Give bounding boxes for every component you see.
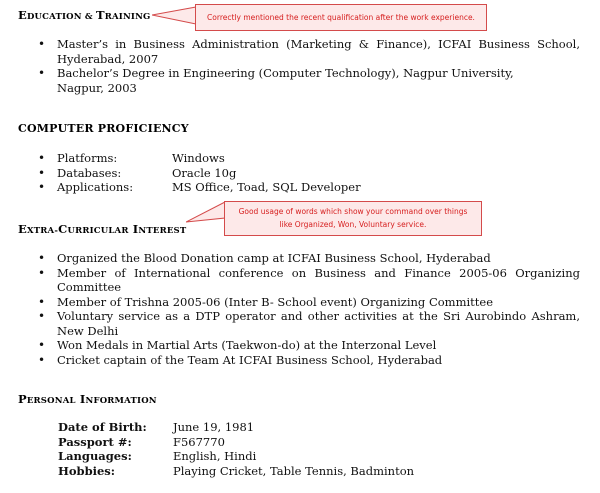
passport-value: F567770 (173, 434, 225, 449)
personal-info-table (58, 420, 414, 478)
personal-row-passport (58, 435, 414, 450)
personal-heading: PERSONAL INFORMATION (18, 392, 157, 406)
education-item-2-line2: Nagpur, 2003 (57, 80, 137, 95)
list-item: • Member of Trishna 2005-06 (Inter B- School event) Organizing Committee (35, 295, 580, 310)
education-item-1-line2: Hyderabad, 2007 (57, 51, 159, 66)
hobbies-value: Playing Cricket, Table Tennis, Badminton (173, 463, 415, 478)
comment-education-text: Correctly mentioned the recent qualification after the work experience. (207, 13, 475, 22)
computer-list (35, 151, 555, 195)
platforms-value: Windows (172, 151, 225, 165)
databases-value: Oracle 10g (172, 165, 237, 180)
applications-value: MS Office, Toad, SQL Developer (172, 180, 361, 194)
comment-pointer-education (152, 6, 197, 26)
list-item: • Organized the Blood Donation camp at ICFAI Business School, Hyderabad (35, 251, 580, 266)
education-heading: EDUCATION & TRAINING (18, 8, 151, 22)
education-item-1-line1: • Master’s in Business Administration (Marketing & Finance), ICFAI Business School, (57, 37, 580, 51)
list-item (35, 66, 580, 95)
list-item: • Won Medals in Martial Arts (Taekwon-do) at the Interzonal Level (35, 338, 580, 353)
list-item: • Cricket captain of the Team At ICFAI Business School, Hyderabad (35, 353, 580, 368)
comment-education (195, 4, 487, 31)
extracurricular-list (35, 251, 580, 367)
computer-heading: COMPUTER PROFICIENCY (18, 122, 189, 135)
list-item (35, 37, 580, 66)
education-list (35, 37, 580, 95)
extracurricular-heading: EXTRA-CURRICULAR INTEREST (18, 222, 187, 236)
list-item: • Voluntary service as a DTP operator and other activities at the Sri Aurobindo Ashram, New Delhi (35, 309, 580, 338)
languages-label: Languages: (58, 449, 132, 463)
dob-value: June 19, 1981 (173, 420, 255, 434)
personal-row-dob (58, 420, 414, 435)
list-item (35, 151, 555, 166)
list-item (35, 166, 555, 181)
passport-label: Passport #: (58, 434, 132, 449)
languages-value: English, Hindi (173, 449, 257, 463)
comment-pointer-extracurricular (186, 200, 226, 224)
comment-extracurricular-text: Good usage of words which show your command over things like Organized, Won, Voluntary service. (238, 207, 468, 229)
dob-label: Date of Birth: (58, 420, 147, 434)
platforms-label: • Platforms: (57, 151, 118, 165)
personal-row-languages (58, 449, 414, 464)
personal-row-hobbies (58, 464, 414, 479)
list-item (35, 180, 555, 195)
databases-label: • Databases: (57, 165, 122, 180)
comment-extracurricular (224, 201, 482, 236)
applications-label: • Applications: (57, 180, 134, 194)
education-item-2-line1: • Bachelor’s Degree in Engineering (Computer Technology), Nagpur University, (57, 66, 514, 80)
list-item: • Member of International conference on Business and Finance 2005-06 Organizing Committee (35, 266, 580, 295)
hobbies-label: Hobbies: (58, 463, 116, 478)
